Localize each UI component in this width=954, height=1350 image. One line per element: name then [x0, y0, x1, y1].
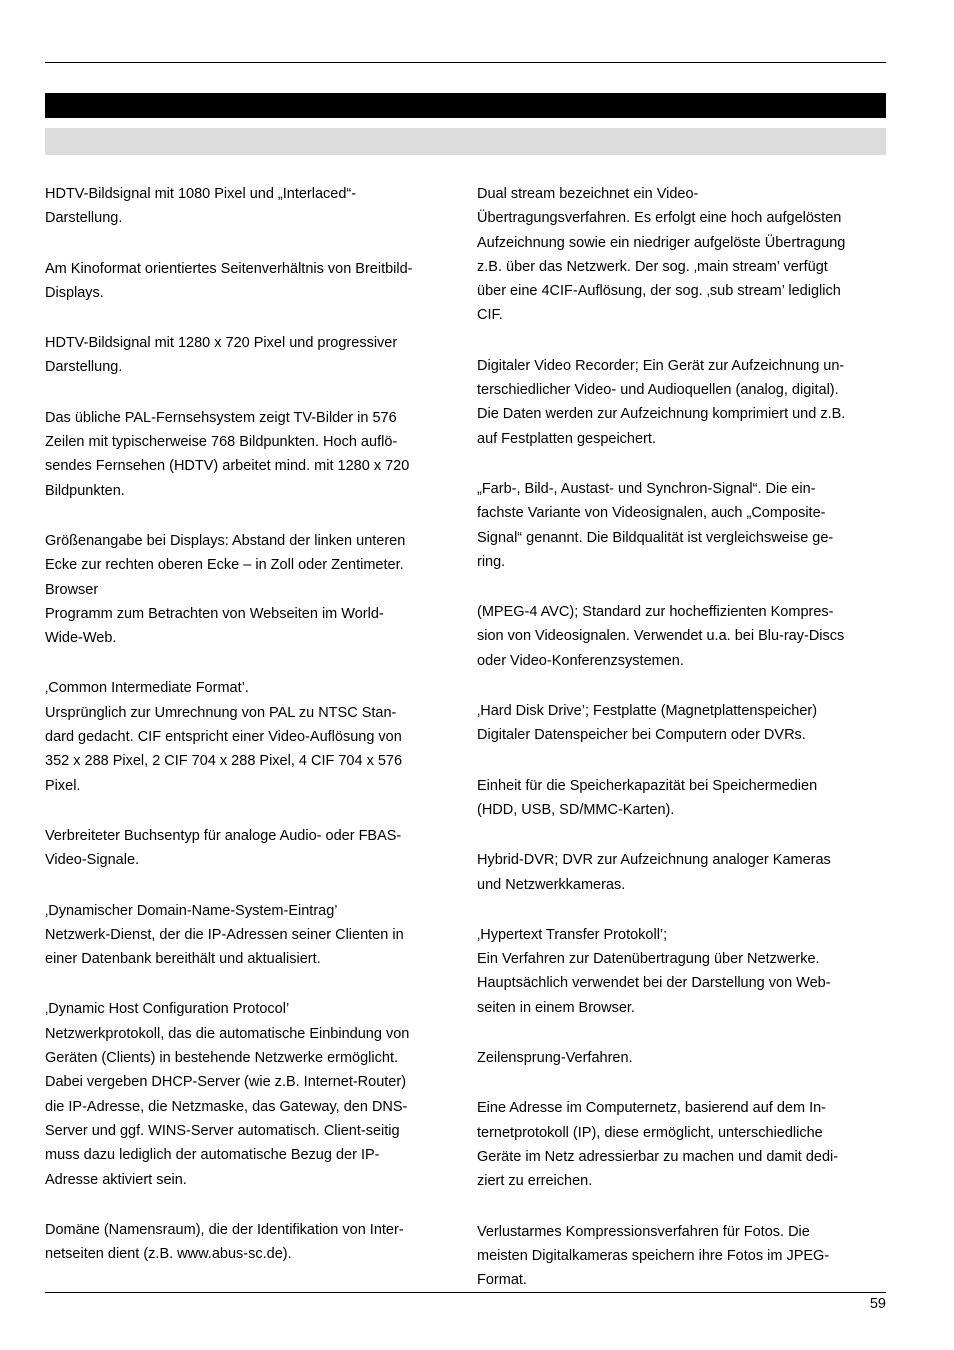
glossary-entry-cif-expansion	[45, 678, 455, 698]
definition-line: Geräten (Clients) in bestehende Netzwerke ermöglicht.	[45, 1050, 398, 1067]
glossary-entry-fbas	[477, 479, 887, 572]
definition-line: Pixel.	[45, 777, 81, 794]
definition-line: Am Kinoformat orientiertes Seitenverhältnis von Breitbild-	[45, 260, 413, 277]
definition-line: Displays.	[45, 284, 104, 301]
glossary-left-column	[45, 184, 455, 1294]
definition-line: Adresse aktiviert sein.	[45, 1171, 187, 1188]
glossary-entry-hybrid-dvr	[477, 850, 887, 895]
glossary-entry-h264	[477, 602, 887, 671]
glossary-entry-browser	[45, 604, 455, 649]
definition-line: CIF.	[477, 307, 503, 324]
definition-line: z.B. über das Netzwerk. Der sog. ‚main stream’ verfügt	[477, 258, 828, 275]
definition-line: terschiedlicher Video- und Audioquellen (analog, digital).	[477, 382, 839, 399]
definition-line: ‚Hypertext Transfer Protokoll’;	[477, 926, 668, 943]
definition-line: oder Video-Konferenzsystemen.	[477, 652, 684, 669]
definition-line: einer Datenbank bereithält und aktualisiert.	[45, 951, 321, 968]
glossary-entry-http-expansion	[477, 925, 887, 945]
definition-line: die IP-Adresse, die Netzmaske, das Gateway, den DNS-	[45, 1098, 408, 1115]
definition-line: Digitaler Video Recorder; Ein Gerät zur Aufzeichnung un-	[477, 357, 845, 374]
definition-line: Dual stream bezeichnet ein Video-	[477, 186, 699, 202]
glossary-entry-720p	[45, 333, 455, 378]
definition-line: ‚Hard Disk Drive’; Festplatte (Magnetplattenspeicher)	[477, 703, 818, 720]
glossary-entry-1080i	[45, 184, 455, 229]
definition-line: Ein Verfahren zur Datenübertragung über Netzwerke.	[477, 951, 820, 968]
definition-line: Signal“ genannt. Die Bildqualität ist vergleichsweise ge-	[477, 529, 834, 546]
glossary-entry-cif	[45, 703, 455, 796]
footer-rule	[45, 1292, 886, 1293]
section-subtitle-bar	[45, 128, 886, 155]
definition-line: ‚Dynamic Host Configuration Protocol’	[45, 1001, 290, 1018]
definition-line: meisten Digitalkameras speichern ihre Fotos im JPEG-	[477, 1247, 830, 1264]
definition-line: fachste Variante von Videosignalen, auch „Composite-	[477, 505, 826, 522]
definition-line: ring.	[477, 553, 506, 570]
definition-line: Hauptsächlich verwendet bei der Darstellung von Web-	[477, 975, 831, 992]
definition-line: dard gedacht. CIF entspricht einer Video-Auflösung von	[45, 729, 402, 746]
glossary-right-column	[477, 184, 887, 1320]
definition-line: Zeilen mit typischerweise 768 Bildpunkten. Hoch auflö-	[45, 434, 398, 451]
glossary-term-browser	[45, 580, 455, 600]
definition-line: ‚Common Intermediate Format’.	[45, 680, 249, 697]
glossary-entry-bilddiagonale	[45, 531, 455, 576]
glossary-entry-hdd	[477, 725, 887, 745]
definition-line: (HDD, USB, SD/MMC-Karten).	[477, 801, 675, 818]
definition-line: Geräte im Netz adressierbar zu machen und damit dedi-	[477, 1148, 839, 1165]
glossary-entry-domain	[45, 1220, 455, 1265]
glossary-entry-hdd-expansion	[477, 701, 887, 721]
definition-line: Netzwerk-Dienst, der die IP-Adressen seiner Clienten in	[45, 926, 404, 943]
definition-line: sion von Videosignalen. Verwendet u.a. bei Blu-ray-Discs	[477, 628, 845, 645]
definition-line: Domäne (Namensraum), die der Identifikation von Inter-	[45, 1221, 404, 1238]
definition-line: über eine 4CIF-Auflösung, der sog. ‚sub stream’ lediglich	[477, 283, 841, 300]
definition-line: Das übliche PAL-Fernsehsystem zeigt TV-Bilder in 576	[45, 409, 397, 426]
definition-line: Die Daten werden zur Aufzeichnung komprimiert und z.B.	[477, 406, 846, 423]
glossary-entry-interlaced	[477, 1048, 887, 1068]
glossary-entry-aufloesung	[45, 408, 455, 501]
glossary-entry-cinch	[45, 826, 455, 871]
definition-line: Ecke zur rechten oberen Ecke – in Zoll oder Zentimeter.	[45, 557, 404, 574]
definition-line: Darstellung.	[45, 359, 123, 376]
glossary-entry-16-9	[45, 259, 455, 304]
definition-line: (MPEG-4 AVC); Standard zur hocheffizienten Kompres-	[477, 604, 834, 621]
glossary-entry-ip-address	[477, 1098, 887, 1191]
definition-line: Bildpunkten.	[45, 482, 125, 499]
definition-line: auf Festplatten gespeichert.	[477, 430, 656, 447]
definition-line: HDTV-Bildsignal mit 1280 x 720 Pixel und progressiver	[45, 335, 398, 352]
definition-line: Größenangabe bei Displays: Abstand der linken unteren	[45, 532, 406, 549]
definition-line: und Netzwerkkameras.	[477, 876, 626, 893]
definition-line: Netzwerkprotokoll, das die automatische Einbindung von	[45, 1025, 410, 1042]
definition-line: Einheit für die Speicherkapazität bei Speichermedien	[477, 777, 818, 794]
definition-line: Dabei vergeben DHCP-Server (wie z.B. Internet-Router)	[45, 1074, 407, 1091]
definition-line: Aufzeichnung sowie ein niedriger aufgelöste Übertragung	[477, 234, 846, 251]
definition-line: Format.	[477, 1272, 527, 1289]
glossary-entry-gigabyte	[477, 776, 887, 821]
glossary-entry-dual-stream	[477, 184, 887, 326]
definition-line: Digitaler Datenspeicher bei Computern oder DVRs.	[477, 727, 806, 744]
definition-line: ziert zu erreichen.	[477, 1173, 593, 1190]
definition-line: Wide-Web.	[45, 630, 117, 647]
glossary-entry-ddns-expansion	[45, 901, 455, 921]
glossary-entry-jpeg	[477, 1222, 887, 1291]
glossary-entry-dvr	[477, 356, 887, 449]
definition-line: Server und ggf. WINS-Server automatisch. Client-seitig	[45, 1122, 400, 1139]
definition-line: Übertragungsverfahren. Es erfolgt eine hoch aufgelösten	[477, 210, 842, 227]
definition-line: Hybrid-DVR; DVR zur Aufzeichnung analoger Kameras	[477, 852, 831, 869]
glossary-entry-ddns	[45, 925, 455, 970]
definition-line: Video-Signale.	[45, 852, 140, 869]
definition-line: netseiten dient (z.B. www.abus-sc.de).	[45, 1246, 292, 1263]
definition-line: Eine Adresse im Computernetz, basierend auf dem In-	[477, 1100, 826, 1117]
definition-line: Ursprünglich zur Umrechnung von PAL zu NTSC Stan-	[45, 704, 397, 721]
definition-line: sendes Fernsehen (HDTV) arbeitet mind. mit 1280 x 720	[45, 458, 410, 475]
definition-line: Zeilensprung-Verfahren.	[477, 1050, 633, 1067]
glossary-entry-dhcp-expansion	[45, 999, 455, 1019]
definition-line: Darstellung.	[45, 210, 123, 227]
page-number: 59	[869, 1296, 886, 1312]
definition-line: Programm zum Betrachten von Webseiten im World-	[45, 605, 384, 622]
section-title-bar	[45, 93, 886, 118]
definition-line: 352 x 288 Pixel, 2 CIF 704 x 288 Pixel, 4 CIF 704 x 576	[45, 753, 403, 770]
definition-line: Verlustarmes Kompressionsverfahren für Fotos. Die	[477, 1223, 810, 1240]
definition-line: HDTV-Bildsignal mit 1080 Pixel und „Interlaced“-	[45, 186, 357, 202]
definition-line: muss dazu lediglich der automatische Bezug der IP-	[45, 1147, 380, 1164]
header-rule	[45, 62, 886, 63]
definition-line: ternetprotokoll (IP), diese ermöglicht, unterschiedliche	[477, 1124, 823, 1141]
definition-line: „Farb-, Bild-, Austast- und Synchron-Signal“. Die ein-	[477, 480, 816, 497]
term-line: Browser	[45, 581, 99, 598]
glossary-entry-http	[477, 949, 887, 1018]
definition-line: seiten in einem Browser.	[477, 999, 635, 1016]
definition-line: Verbreiteter Buchsentyp für analoge Audio- oder FBAS-	[45, 827, 402, 844]
glossary-entry-dhcp	[45, 1024, 455, 1190]
definition-line: ‚Dynamischer Domain-Name-System-Eintrag’	[45, 902, 338, 919]
